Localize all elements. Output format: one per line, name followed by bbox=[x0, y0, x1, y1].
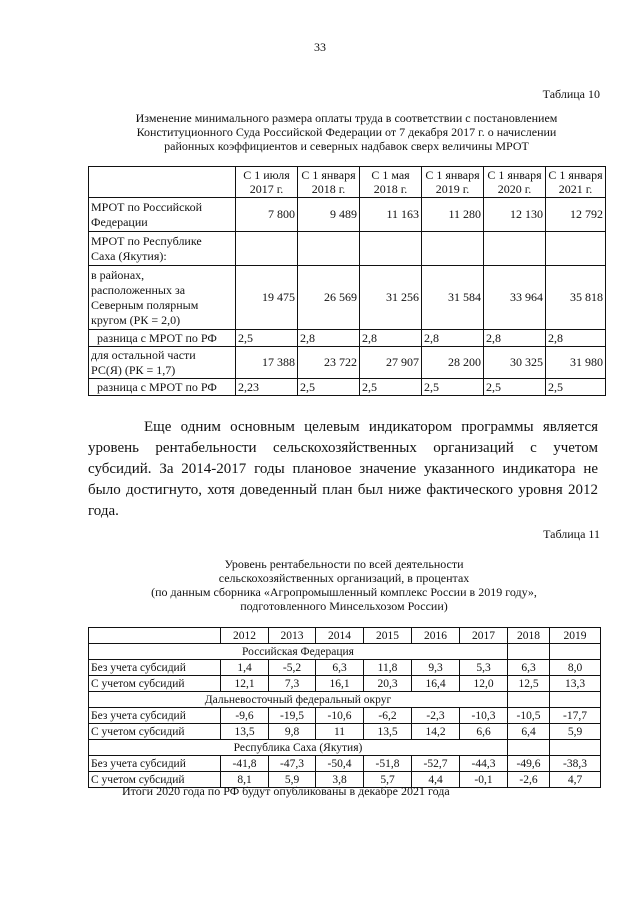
year-header: 2018 bbox=[508, 628, 550, 644]
section-header-row bbox=[89, 644, 601, 660]
mrot-header-cell: С 1 января 2021 г. bbox=[546, 167, 606, 198]
table-cell: -2,6 bbox=[508, 772, 550, 788]
table-cell: 16,1 bbox=[316, 676, 364, 692]
table-cell bbox=[484, 232, 546, 266]
table-row bbox=[89, 676, 601, 692]
table-cell: 6,6 bbox=[460, 724, 508, 740]
table-cell: 35 818 bbox=[546, 266, 606, 330]
row-label: МРОТ по Российской Федерации bbox=[89, 198, 236, 232]
profitability-table bbox=[88, 627, 601, 788]
table-cell bbox=[508, 740, 550, 756]
mrot-row-diff bbox=[89, 330, 606, 347]
table-cell: 31 256 bbox=[360, 266, 422, 330]
table11-title-line: (по данным сборника «Агропромышленный комплекс России в 2019 году», bbox=[151, 585, 537, 599]
years-header-row bbox=[89, 628, 601, 644]
table-cell: -0,1 bbox=[460, 772, 508, 788]
table-cell: -5,2 bbox=[269, 660, 316, 676]
table-row bbox=[89, 660, 601, 676]
table-cell: 13,5 bbox=[364, 724, 412, 740]
table-cell: 2,8 bbox=[546, 330, 606, 347]
row-label: С учетом субсидий bbox=[89, 772, 221, 788]
table-cell bbox=[546, 232, 606, 266]
table10-label: Таблица 10 bbox=[542, 87, 600, 101]
row-label: Без учета субсидий bbox=[89, 660, 221, 676]
table-cell: 2,8 bbox=[298, 330, 360, 347]
table-cell: 6,3 bbox=[508, 660, 550, 676]
table-cell: 2,5 bbox=[484, 379, 546, 396]
section-title: Республика Саха (Якутия) bbox=[89, 740, 508, 756]
table-cell: 23 722 bbox=[298, 347, 360, 379]
table-cell: 27 907 bbox=[360, 347, 422, 379]
table11-title-line: подготовленного Минсельхозом России) bbox=[240, 599, 448, 613]
table11-title-line: сельскохозяйственных организаций, в процентах bbox=[218, 571, 470, 585]
table-cell: 11 bbox=[316, 724, 364, 740]
table-cell: 1,4 bbox=[221, 660, 269, 676]
table-cell: 5,3 bbox=[460, 660, 508, 676]
table10-title-line: Изменение минимального размера оплаты труда в соответствии с постановлением bbox=[135, 111, 558, 125]
table-cell: 31 584 bbox=[422, 266, 484, 330]
table-cell: 11,8 bbox=[364, 660, 412, 676]
row-label: С учетом субсидий bbox=[89, 676, 221, 692]
table-cell bbox=[508, 644, 550, 660]
table-cell: 17 388 bbox=[236, 347, 298, 379]
table-cell: -52,7 bbox=[412, 756, 460, 772]
section-header-row bbox=[89, 740, 601, 756]
table-cell: 5,7 bbox=[364, 772, 412, 788]
mrot-header-cell: С 1 января 2018 г. bbox=[298, 167, 360, 198]
year-header: 2015 bbox=[364, 628, 412, 644]
row-label: С учетом субсидий bbox=[89, 724, 221, 740]
table-cell: 33 964 bbox=[484, 266, 546, 330]
table-cell: 4,4 bbox=[412, 772, 460, 788]
row-label: Без учета субсидий bbox=[89, 756, 221, 772]
table-cell: -38,3 bbox=[550, 756, 601, 772]
mrot-table bbox=[88, 166, 606, 396]
table11-footnote: Итоги 2020 года по РФ будут опубликованы в декабре 2021 года bbox=[122, 784, 450, 798]
table-cell: 2,5 bbox=[298, 379, 360, 396]
mrot-header-cell: С 1 января 2020 г. bbox=[484, 167, 546, 198]
table-cell: 12,1 bbox=[221, 676, 269, 692]
table-cell: -41,8 bbox=[221, 756, 269, 772]
mrot-row-diff bbox=[89, 379, 606, 396]
table-cell: -50,4 bbox=[316, 756, 364, 772]
year-header: 2016 bbox=[412, 628, 460, 644]
table11-title-line: Уровень рентабельности по всей деятельности bbox=[224, 557, 464, 571]
row-label: МРОТ по Республике Саха (Якутия): bbox=[89, 232, 236, 266]
table10-title bbox=[88, 111, 605, 153]
mrot-row-rf bbox=[89, 198, 606, 232]
table11-label: Таблица 11 bbox=[543, 527, 600, 541]
table-cell: 2,23 bbox=[236, 379, 298, 396]
table-cell bbox=[360, 232, 422, 266]
table-cell: -10,3 bbox=[460, 708, 508, 724]
section-header-row bbox=[89, 692, 601, 708]
table-cell: 9,3 bbox=[412, 660, 460, 676]
table-cell: 3,8 bbox=[316, 772, 364, 788]
table-cell: -47,3 bbox=[269, 756, 316, 772]
table-cell: 30 325 bbox=[484, 347, 546, 379]
table-cell bbox=[298, 232, 360, 266]
section-title: Российская Федерация bbox=[89, 644, 508, 660]
table-cell bbox=[236, 232, 298, 266]
table-cell: 14,2 bbox=[412, 724, 460, 740]
table-cell: 2,5 bbox=[546, 379, 606, 396]
row-label: в районах, расположенных за Северным полярным кругом (РК = 2,0) bbox=[89, 266, 236, 330]
mrot-row-sakha bbox=[89, 232, 606, 266]
table-cell: 12 792 bbox=[546, 198, 606, 232]
table-cell: 19 475 bbox=[236, 266, 298, 330]
table-cell: 2,5 bbox=[422, 379, 484, 396]
mrot-row-rest bbox=[89, 347, 606, 379]
mrot-header-row bbox=[89, 167, 606, 198]
table11-title bbox=[88, 557, 600, 613]
row-label: разница с МРОТ по РФ bbox=[89, 379, 236, 396]
mrot-header-cell: С 1 июля 2017 г. bbox=[236, 167, 298, 198]
table-cell: 8,1 bbox=[221, 772, 269, 788]
year-header: 2013 bbox=[269, 628, 316, 644]
table-cell: 2,5 bbox=[236, 330, 298, 347]
row-label: разница с МРОТ по РФ bbox=[89, 330, 236, 347]
table-cell: -6,2 bbox=[364, 708, 412, 724]
mrot-row-arctic bbox=[89, 266, 606, 330]
table10-title-line: Конституционного Суда Российской Федерации от 7 декабря 2017 г. о начислении bbox=[136, 125, 557, 139]
table-cell bbox=[550, 692, 601, 708]
table-cell: -44,3 bbox=[460, 756, 508, 772]
table-cell: -49,6 bbox=[508, 756, 550, 772]
year-header: 2017 bbox=[460, 628, 508, 644]
table-cell bbox=[508, 692, 550, 708]
table-cell bbox=[422, 232, 484, 266]
mrot-header-empty bbox=[89, 167, 236, 198]
body-paragraph: Еще одним основным целевым индикатором программы является уровень рентабельности сельскохозяйственных организаций с учетом субсидий. За 2014-2017 годы плановое значение указанного индикатора не было достигнуто, хотя доведенный план был ниже фактического уровня 2012 года. bbox=[88, 419, 598, 519]
table-cell: -10,6 bbox=[316, 708, 364, 724]
table-cell: 9,8 bbox=[269, 724, 316, 740]
table-cell bbox=[550, 644, 601, 660]
table-cell: 5,9 bbox=[269, 772, 316, 788]
table-cell: 12,5 bbox=[508, 676, 550, 692]
table-cell: 12 130 bbox=[484, 198, 546, 232]
table-cell: 26 569 bbox=[298, 266, 360, 330]
table-cell: 4,7 bbox=[550, 772, 601, 788]
mrot-header-cell: С 1 января 2019 г. bbox=[422, 167, 484, 198]
row-label: для остальной части РС(Я) (РК = 1,7) bbox=[89, 347, 236, 379]
table-row bbox=[89, 756, 601, 772]
section-title: Дальневосточный федеральный округ bbox=[89, 692, 508, 708]
table-cell: -51,8 bbox=[364, 756, 412, 772]
table-cell: 9 489 bbox=[298, 198, 360, 232]
table-cell: 2,5 bbox=[360, 379, 422, 396]
table-cell: 2,8 bbox=[360, 330, 422, 347]
year-header: 2012 bbox=[221, 628, 269, 644]
table-cell: 7,3 bbox=[269, 676, 316, 692]
table-cell: 6,4 bbox=[508, 724, 550, 740]
table-cell: 12,0 bbox=[460, 676, 508, 692]
years-header-empty bbox=[89, 628, 221, 644]
table-cell: 28 200 bbox=[422, 347, 484, 379]
mrot-header-cell: С 1 мая 2018 г. bbox=[360, 167, 422, 198]
table-row bbox=[89, 724, 601, 740]
table-cell: 6,3 bbox=[316, 660, 364, 676]
table-cell: -17,7 bbox=[550, 708, 601, 724]
year-header: 2014 bbox=[316, 628, 364, 644]
table-cell: 11 163 bbox=[360, 198, 422, 232]
table-cell: -2,3 bbox=[412, 708, 460, 724]
table-cell: 20,3 bbox=[364, 676, 412, 692]
table-row bbox=[89, 708, 601, 724]
table-cell: 13,3 bbox=[550, 676, 601, 692]
table-cell bbox=[550, 740, 601, 756]
table-cell: 16,4 bbox=[412, 676, 460, 692]
table-cell: 7 800 bbox=[236, 198, 298, 232]
table-cell: -9,6 bbox=[221, 708, 269, 724]
page-number: 33 bbox=[314, 40, 326, 54]
table10-title-line: районных коэффициентов и северных надбавок сверх величины МРОТ bbox=[164, 139, 529, 153]
year-header: 2019 bbox=[550, 628, 601, 644]
table-cell: 5,9 bbox=[550, 724, 601, 740]
table-cell: 13,5 bbox=[221, 724, 269, 740]
table-cell: 11 280 bbox=[422, 198, 484, 232]
table-cell: 2,8 bbox=[484, 330, 546, 347]
table-cell: 8,0 bbox=[550, 660, 601, 676]
row-label: Без учета субсидий bbox=[89, 708, 221, 724]
table-cell: 31 980 bbox=[546, 347, 606, 379]
table-cell: -10,5 bbox=[508, 708, 550, 724]
table-cell: -19,5 bbox=[269, 708, 316, 724]
table-cell: 2,8 bbox=[422, 330, 484, 347]
